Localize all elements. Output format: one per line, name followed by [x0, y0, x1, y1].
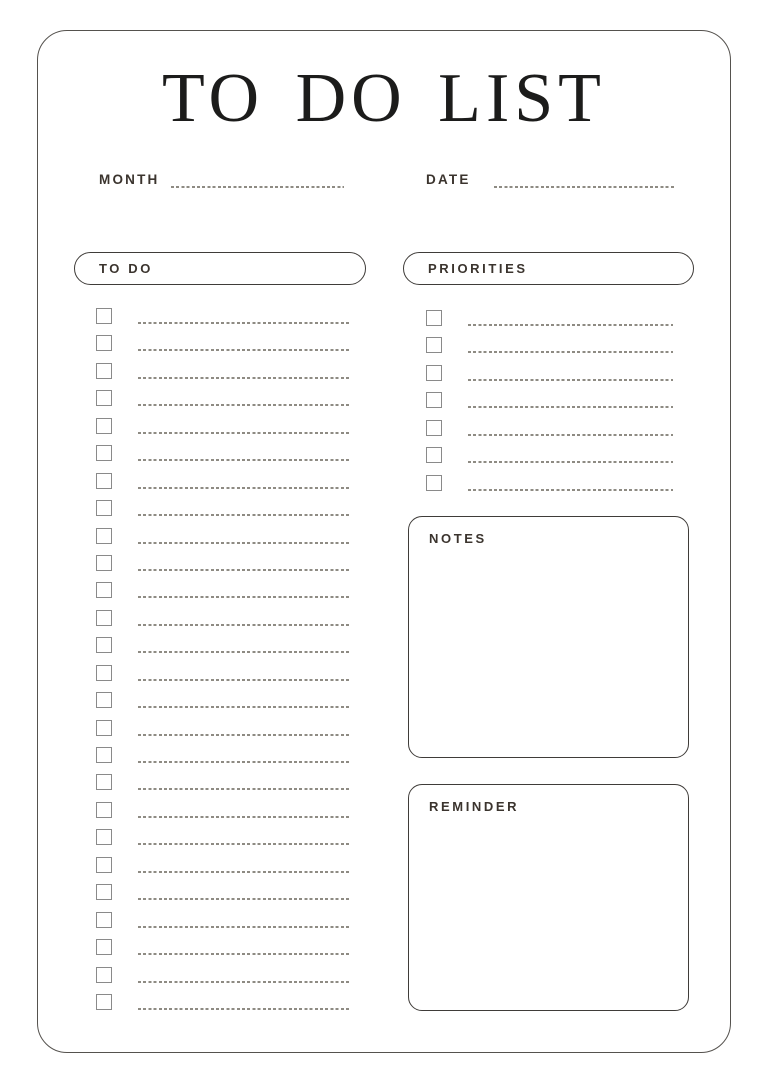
priority-row [426, 447, 673, 474]
todo-checkbox[interactable] [96, 308, 112, 324]
priority-row [426, 365, 673, 392]
reminder-label: REMINDER [429, 799, 520, 814]
todo-row [96, 857, 349, 884]
priority-checkbox[interactable] [426, 392, 442, 408]
todo-write-line[interactable] [138, 487, 349, 489]
priorities-section-header [403, 252, 694, 285]
todo-row [96, 994, 349, 1021]
todo-write-line[interactable] [138, 761, 349, 763]
todo-checkbox[interactable] [96, 747, 112, 763]
reminder-panel [408, 784, 689, 1011]
priority-checkbox[interactable] [426, 365, 442, 381]
todo-checkbox[interactable] [96, 967, 112, 983]
todo-row [96, 445, 349, 472]
todo-row [96, 418, 349, 445]
todo-row [96, 720, 349, 747]
month-input-line[interactable] [171, 186, 344, 188]
todo-row [96, 802, 349, 829]
todo-checkbox[interactable] [96, 363, 112, 379]
priority-row [426, 310, 673, 337]
todo-write-line[interactable] [138, 349, 349, 351]
priority-write-line[interactable] [468, 324, 673, 326]
todo-row [96, 637, 349, 664]
todo-row [96, 665, 349, 692]
todo-row [96, 829, 349, 856]
todo-write-line[interactable] [138, 459, 349, 461]
todo-checkbox[interactable] [96, 528, 112, 544]
todo-checkbox[interactable] [96, 912, 112, 928]
priority-write-line[interactable] [468, 351, 673, 353]
date-label: DATE [426, 172, 471, 187]
date-input-line[interactable] [494, 186, 674, 188]
todo-checkbox[interactable] [96, 610, 112, 626]
todo-write-line[interactable] [138, 871, 349, 873]
page-title: TO DO LIST [162, 60, 606, 137]
todo-write-line[interactable] [138, 596, 349, 598]
todo-row [96, 939, 349, 966]
todo-row [96, 555, 349, 582]
todo-write-line[interactable] [138, 1008, 349, 1010]
todo-checkbox[interactable] [96, 857, 112, 873]
todo-checkbox[interactable] [96, 445, 112, 461]
todo-row [96, 363, 349, 390]
priority-row [426, 475, 673, 502]
todo-row [96, 335, 349, 362]
todo-checkbox[interactable] [96, 939, 112, 955]
todo-write-line[interactable] [138, 432, 349, 434]
todo-checkbox[interactable] [96, 335, 112, 351]
todo-write-line[interactable] [138, 981, 349, 983]
todo-row [96, 610, 349, 637]
todo-row [96, 747, 349, 774]
todo-write-line[interactable] [138, 816, 349, 818]
priorities-section-label: PRIORITIES [428, 261, 528, 276]
priority-write-line[interactable] [468, 434, 673, 436]
todo-row [96, 912, 349, 939]
todo-write-line[interactable] [138, 706, 349, 708]
priority-row [426, 392, 673, 419]
todo-write-line[interactable] [138, 651, 349, 653]
priority-write-line[interactable] [468, 489, 673, 491]
todo-write-line[interactable] [138, 377, 349, 379]
todo-checkbox[interactable] [96, 994, 112, 1010]
todo-row [96, 308, 349, 335]
month-label: MONTH [99, 172, 160, 187]
todo-row [96, 774, 349, 801]
todo-checkbox[interactable] [96, 582, 112, 598]
notes-panel [408, 516, 689, 758]
todo-checkbox[interactable] [96, 500, 112, 516]
priority-checkbox[interactable] [426, 337, 442, 353]
todo-row [96, 390, 349, 417]
todo-checkbox[interactable] [96, 665, 112, 681]
todo-write-line[interactable] [138, 322, 349, 324]
todo-write-line[interactable] [138, 898, 349, 900]
todo-checkbox[interactable] [96, 774, 112, 790]
todo-list-sheet [37, 30, 731, 1053]
todo-write-line[interactable] [138, 843, 349, 845]
todo-write-line[interactable] [138, 624, 349, 626]
notes-content[interactable] [429, 548, 668, 742]
todo-row [96, 473, 349, 500]
todo-section-label: TO DO [99, 261, 153, 276]
todo-write-line[interactable] [138, 569, 349, 571]
todo-checkbox[interactable] [96, 802, 112, 818]
todo-checkbox[interactable] [96, 473, 112, 489]
priority-checkbox[interactable] [426, 447, 442, 463]
todo-checkbox[interactable] [96, 692, 112, 708]
todo-write-line[interactable] [138, 953, 349, 955]
priority-checkbox[interactable] [426, 310, 442, 326]
todo-write-line[interactable] [138, 404, 349, 406]
todo-write-line[interactable] [138, 734, 349, 736]
priority-write-line[interactable] [468, 406, 673, 408]
todo-write-line[interactable] [138, 926, 349, 928]
todo-write-line[interactable] [138, 514, 349, 516]
priority-checkbox[interactable] [426, 420, 442, 436]
todo-write-line[interactable] [138, 788, 349, 790]
todo-row [96, 884, 349, 911]
todo-checkbox[interactable] [96, 884, 112, 900]
todo-row [96, 500, 349, 527]
todo-write-line[interactable] [138, 679, 349, 681]
todo-write-line[interactable] [138, 542, 349, 544]
reminder-content[interactable] [429, 816, 668, 995]
todo-checkbox[interactable] [96, 829, 112, 845]
todo-row [96, 692, 349, 719]
todo-row [96, 528, 349, 555]
priority-row [426, 420, 673, 447]
todo-checkbox[interactable] [96, 555, 112, 571]
todo-checkbox[interactable] [96, 720, 112, 736]
todo-checklist [96, 308, 349, 1021]
priority-checkbox[interactable] [426, 475, 442, 491]
notes-label: NOTES [429, 531, 487, 546]
priorities-checklist [426, 310, 673, 502]
todo-checkbox[interactable] [96, 418, 112, 434]
todo-checkbox[interactable] [96, 637, 112, 653]
priority-write-line[interactable] [468, 461, 673, 463]
todo-checkbox[interactable] [96, 390, 112, 406]
todo-row [96, 967, 349, 994]
priority-write-line[interactable] [468, 379, 673, 381]
todo-row [96, 582, 349, 609]
todo-section-header [74, 252, 366, 285]
priority-row [426, 337, 673, 364]
